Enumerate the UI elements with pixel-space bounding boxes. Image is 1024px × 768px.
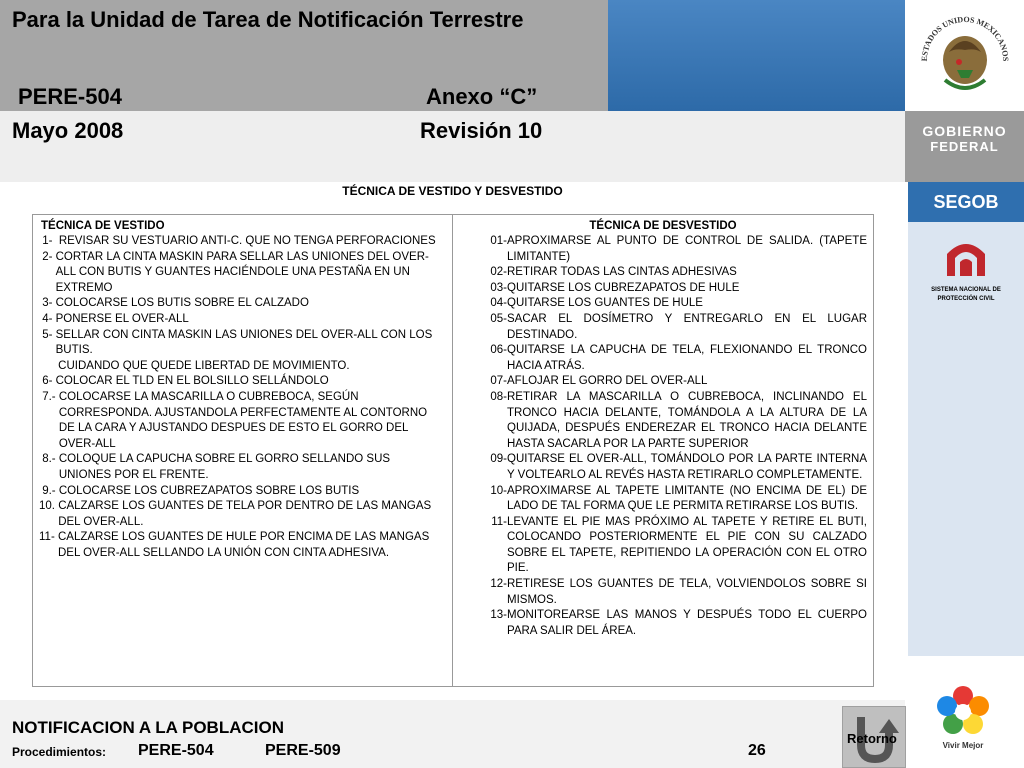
step-number: 05- — [490, 312, 507, 325]
return-label: Retorno — [847, 731, 897, 746]
step-text: COLOCARSE LOS CUBREZAPATOS SOBRE LOS BUTIS — [58, 484, 360, 497]
step-text: RETIRESE LOS GUANTES DE TELA, VOLVIENDOLOS SOBRE SI MISMOS. — [507, 578, 867, 606]
step-number: 5- — [39, 328, 56, 341]
flower-icon — [933, 684, 993, 734]
undressing-column — [453, 215, 873, 686]
step-text: CALZARSE LOS GUANTES DE HULE POR ENCIMA DE LAS MANGAS DEL OVER-ALL SELLANDO LA UNIÓN CON CINTA ADHESIVA. — [57, 531, 430, 559]
page-number: 26 — [748, 742, 766, 759]
step-number: 02- — [490, 266, 507, 279]
revision-label: Revisión 10 — [420, 118, 543, 143]
seal-text: ESTADOS UNIDOS MEXICANOS — [919, 14, 1011, 62]
step-text: CORTAR LA CINTA MASKIN PARA SELLAR LAS UNIONES DEL OVER-ALL CON BUTIS Y GUANTES HACIÉNDOLE UNA PESTAÑA EN UN EXTREMO — [55, 250, 429, 294]
step-text: SACAR EL DOSÍMETRO Y ENTREGARLO EN EL LUGAR DESTINADO. — [507, 312, 867, 341]
step-number: 6- — [39, 375, 56, 388]
footer-title: NOTIFICACION A LA POBLACION — [12, 718, 284, 737]
mexican-seal — [905, 0, 1024, 111]
step-text: RETIRAR LA MASCARILLA O CUBREBOCA, INCLINANDO EL TRONCO HACIA DELANTE, TOMÁNDOLA A LA ALTURA DE LA QUIJADA, DESPUÉS ENDEREZAR EL TRONCO HACIA DELANTE HASTA SACARLA POR LA PARTE SUPERIOR — [507, 390, 867, 450]
undressing-step — [453, 281, 867, 297]
step-number: 1- — [39, 235, 59, 247]
undressing-step — [453, 343, 867, 374]
undressing-step — [453, 484, 867, 515]
dressing-step — [39, 359, 444, 375]
sinaproc-logo — [913, 236, 1019, 303]
dressing-step — [39, 452, 444, 483]
step-text: QUITARSE LOS CUBREZAPATOS DE HULE — [507, 281, 740, 294]
undressing-step — [453, 452, 867, 483]
document-date: Mayo 2008 — [12, 118, 124, 143]
step-text: QUITARSE EL OVER-ALL, TOMÁNDOLO POR LA PARTE INTERNA Y VOLTEARLO AL REVÉS HASTA RETIRARLO COMPLETAMENTE. — [507, 453, 867, 481]
dressing-step — [39, 296, 444, 312]
step-number: 10. — [39, 500, 59, 513]
step-text: COLOCARSE LA MASCARILLA O CUBREBOCA, SEGÚN CORRESPONDA. AJUSTANDOLA PERFECTAMENTE AL CONTORNO DE LA CARA Y AJUSTANDO DESPUES DE ESTO EL GORRO DEL OVER-ALL — [58, 390, 428, 450]
step-number: 4- — [39, 312, 56, 325]
step-number: 7.- — [39, 390, 59, 403]
undressing-step — [453, 390, 867, 452]
vivir-mejor-text: Vivir Mejor — [942, 741, 984, 750]
eagle-seal-icon — [905, 0, 1024, 111]
step-text: CALZARSE LOS GUANTES DE TELA POR DENTRO DE LAS MANGAS DEL OVER-ALL. — [58, 500, 432, 528]
step-text: APROXIMARSE AL PUNTO DE CONTROL DE SALIDA. (TAPETE LIMITANTE) — [507, 235, 867, 263]
step-text: QUITARSE LOS GUANTES DE HULE — [507, 297, 703, 310]
step-number: 03- — [490, 281, 507, 294]
step-number: 2- — [39, 250, 56, 263]
procedure-table — [32, 214, 874, 687]
undressing-step — [453, 515, 867, 577]
step-text: LEVANTE EL PIE MAS PRÓXIMO AL TAPETE Y RETIRE EL BUTI, COLOCANDO POSTERIORMENTE EL PIE CON SU CALZADO SOBRE EL TAPETE, REPITIENDO LA OPERACIÓN CON EL OTRO PIE. — [507, 515, 867, 575]
return-button[interactable] — [842, 706, 906, 768]
document-title: TÉCNICA DE VESTIDO Y DESVESTIDO — [342, 184, 563, 198]
page-title: Para la Unidad de Tarea de Notificación Terrestre — [12, 7, 524, 32]
undressing-step — [453, 312, 867, 343]
vivir-mejor-logo — [930, 684, 996, 750]
segob-logo: SEGOB — [908, 182, 1024, 222]
step-number: 04- — [490, 297, 507, 310]
step-number: 09- — [490, 453, 507, 466]
annex-label: Anexo “C” — [426, 84, 538, 109]
dressing-step — [39, 499, 444, 530]
header-blue-panel — [608, 0, 905, 111]
dressing-step — [39, 374, 444, 390]
undressing-header: TÉCNICA DE DESVESTIDO — [589, 220, 737, 232]
step-text: MONITOREARSE LAS MANOS Y DESPUÉS TODO EL CUERPO PARA SALIR DEL ÁREA. — [507, 609, 867, 637]
step-text: AFLOJAR EL GORRO DEL OVER-ALL — [507, 375, 708, 388]
step-text: RETIRAR TODAS LAS CINTAS ADHESIVAS — [507, 266, 737, 279]
step-number: 08- — [490, 390, 507, 403]
step-number: 9.- — [39, 484, 59, 497]
step-text: PONERSE EL OVER-ALL — [55, 312, 189, 325]
sinaproc-line1: SISTEMA NACIONAL DE — [931, 287, 1001, 293]
step-number: 06- — [490, 344, 507, 357]
step-number: 3- — [39, 297, 56, 310]
step-number: 10- — [490, 484, 507, 497]
procedure-link-pere-504[interactable]: PERE-504 — [138, 742, 214, 759]
step-text: COLOCARSE LOS BUTIS SOBRE EL CALZADO — [55, 297, 309, 310]
dressing-step — [39, 390, 444, 452]
step-number: 13- — [490, 609, 507, 622]
gobierno-federal-logo — [905, 111, 1024, 182]
undressing-list — [453, 234, 873, 639]
dressing-step — [39, 250, 444, 297]
step-number: 11- — [491, 515, 507, 528]
proteccion-civil-icon — [941, 236, 991, 280]
step-text: COLOQUE LA CAPUCHA SOBRE EL GORRO SELLANDO SUS UNIONES POR EL FRENTE. — [58, 453, 391, 481]
step-number: 8.- — [39, 453, 59, 466]
step-text: APROXIMARSE AL TAPETE LIMITANTE (NO ENCIMA DE EL) DE LADO DE TAL FORMA QUE LE PERMITA RETIRARSE LOS BUTIS. — [507, 484, 867, 513]
step-text: QUITARSE LA CAPUCHA DE TELA, FLEXIONANDO EL TRONCO HACIA ATRÁS. — [507, 344, 867, 372]
sinaproc-line2: PROTECCIÓN CIVIL — [937, 296, 995, 302]
step-text: REVISAR SU VESTUARIO ANTI-C. QUE NO TENGA PERFORACIONES — [58, 235, 436, 247]
undressing-step — [453, 608, 867, 639]
undressing-step — [453, 234, 867, 265]
dressing-list — [33, 234, 452, 561]
dressing-step — [39, 328, 444, 359]
step-number: 12- — [490, 578, 507, 591]
dressing-step — [39, 484, 444, 500]
dressing-step — [39, 530, 444, 561]
undressing-step — [453, 374, 867, 390]
procedure-code: PERE-504 — [18, 84, 122, 109]
dressing-step — [39, 234, 444, 250]
gobierno-line1: GOBIERNO — [922, 123, 1007, 139]
undressing-step — [453, 265, 867, 281]
step-text: COLOCAR EL TLD EN EL BOLSILLO SELLÁNDOLO — [55, 375, 329, 388]
undressing-step — [453, 296, 867, 312]
dressing-header: TÉCNICA DE VESTIDO — [41, 220, 165, 232]
dressing-column — [33, 215, 453, 686]
step-number: 01- — [490, 235, 507, 247]
procedures-label: Procedimientos: — [12, 745, 107, 759]
gobierno-line2: FEDERAL — [930, 139, 999, 154]
step-number: 11- — [39, 531, 58, 544]
procedure-link-pere-509[interactable]: PERE-509 — [265, 742, 341, 759]
step-text: SELLAR CON CINTA MASKIN LAS UNIONES DEL OVER-ALL CON LOS BUTIS. — [55, 328, 433, 357]
dressing-step — [39, 312, 444, 328]
undressing-step — [453, 577, 867, 608]
step-number — [39, 359, 58, 375]
step-text: CUIDANDO QUE QUEDE LIBERTAD DE MOVIMIENTO. — [58, 359, 350, 372]
step-number: 07- — [490, 375, 507, 388]
